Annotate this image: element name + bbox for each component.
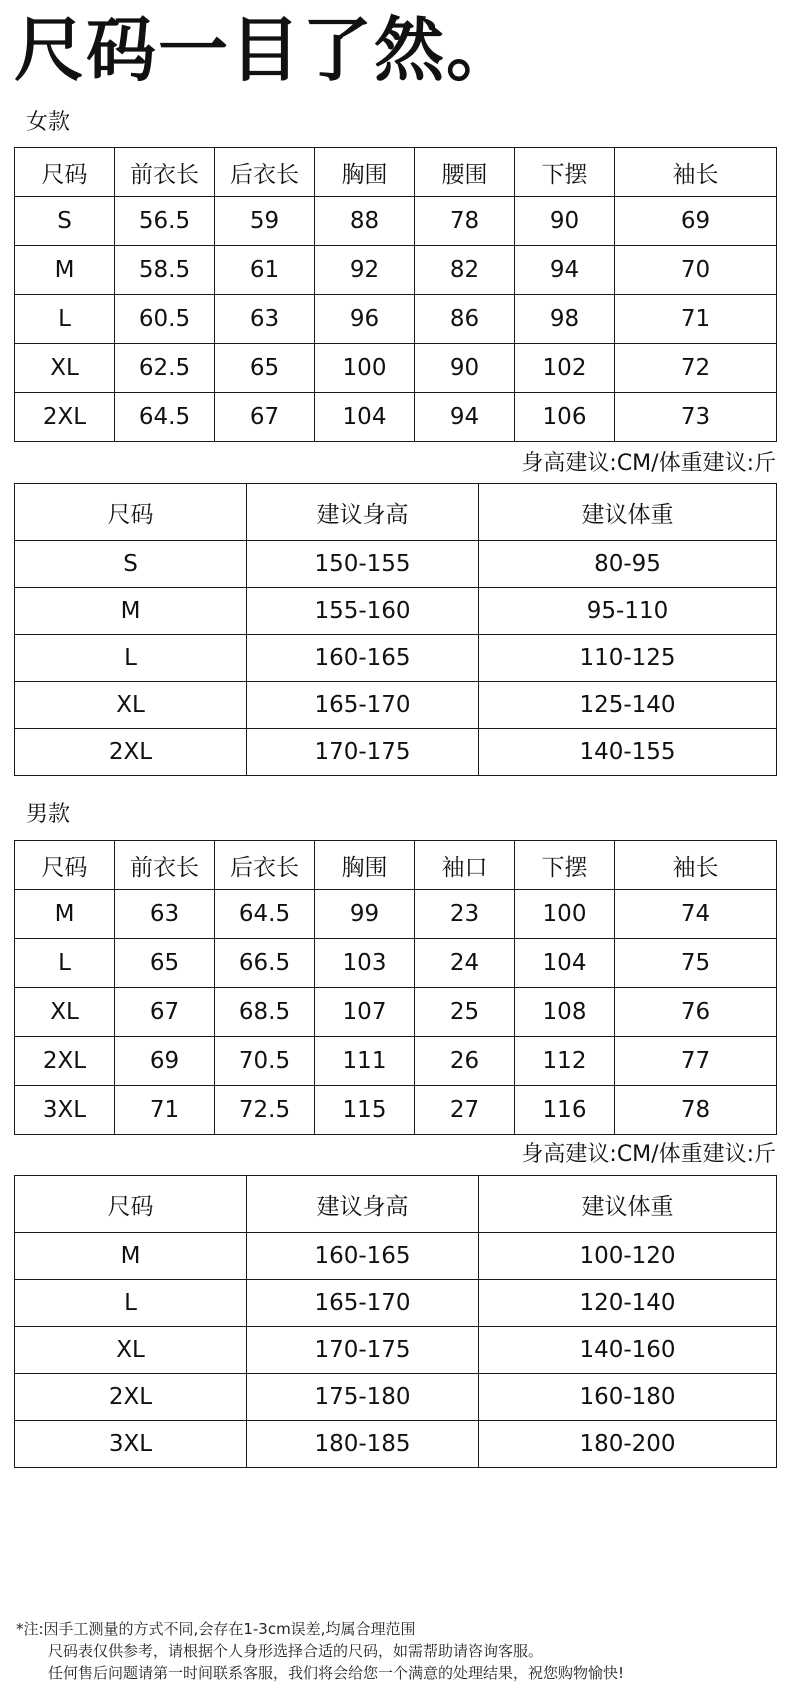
women-unit-note: 身高建议:CM/体重建议:斤 (521, 451, 776, 476)
footnote-line: 任何售后问题请第一时间联系客服，我们将会给您一个满意的处理结果，祝您购物愉快! (48, 1664, 625, 1682)
table-row (15, 1327, 777, 1374)
table-cell: 70 (615, 246, 777, 295)
table-cell: 82 (415, 246, 515, 295)
table-cell: 108 (515, 988, 615, 1037)
table-cell: 69 (615, 197, 777, 246)
table-row (15, 1280, 777, 1327)
table-row (15, 344, 777, 393)
size-cell: M (15, 1233, 247, 1280)
table-cell: 88 (315, 197, 415, 246)
table-cell: 160-165 (247, 1233, 479, 1280)
column-header: 后衣长 (215, 841, 315, 890)
size-cell: XL (15, 1327, 247, 1374)
table-cell: 180-185 (247, 1421, 479, 1468)
table-header-row (15, 841, 777, 890)
table-cell: 86 (415, 295, 515, 344)
column-header: 前衣长 (115, 148, 215, 197)
table-row (15, 1374, 777, 1421)
table-cell: 27 (415, 1086, 515, 1135)
table-cell: 64.5 (115, 393, 215, 442)
table-cell: 107 (315, 988, 415, 1037)
column-header: 后衣长 (215, 148, 315, 197)
table-cell: 68.5 (215, 988, 315, 1037)
table-cell: 71 (115, 1086, 215, 1135)
men-recommendation-table (14, 1175, 777, 1468)
table-cell: 100-120 (479, 1233, 777, 1280)
table-cell: 116 (515, 1086, 615, 1135)
size-cell: XL (15, 988, 115, 1037)
column-header: 胸围 (315, 148, 415, 197)
table-cell: 104 (315, 393, 415, 442)
table-row (15, 541, 777, 588)
table-row (15, 1421, 777, 1468)
column-header: 建议身高 (247, 484, 479, 541)
table-cell: 25 (415, 988, 515, 1037)
size-cell: M (15, 890, 115, 939)
table-cell: 65 (115, 939, 215, 988)
size-cell: XL (15, 344, 115, 393)
table-cell: 140-160 (479, 1327, 777, 1374)
table-row (15, 295, 777, 344)
table-cell: 78 (615, 1086, 777, 1135)
table-cell: 80-95 (479, 541, 777, 588)
page-title: 尺码一目了然。 (14, 9, 518, 91)
table-cell: 150-155 (247, 541, 479, 588)
table-cell: 67 (215, 393, 315, 442)
table-cell: 175-180 (247, 1374, 479, 1421)
table-cell: 56.5 (115, 197, 215, 246)
table-cell: 64.5 (215, 890, 315, 939)
table-cell: 160-165 (247, 635, 479, 682)
table-cell: 95-110 (479, 588, 777, 635)
table-cell: 24 (415, 939, 515, 988)
table-row (15, 890, 777, 939)
column-header: 袖长 (615, 841, 777, 890)
table-cell: 102 (515, 344, 615, 393)
table-header-row (15, 484, 777, 541)
table-cell: 70.5 (215, 1037, 315, 1086)
table-header-row (15, 148, 777, 197)
table-cell: 160-180 (479, 1374, 777, 1421)
column-header: 建议体重 (479, 484, 777, 541)
table-header-row (15, 1176, 777, 1233)
table-row (15, 635, 777, 682)
table-cell: 73 (615, 393, 777, 442)
column-header: 尺码 (15, 1176, 247, 1233)
table-row (15, 729, 777, 776)
table-cell: 71 (615, 295, 777, 344)
table-cell: 69 (115, 1037, 215, 1086)
table-cell: 58.5 (115, 246, 215, 295)
table-cell: 74 (615, 890, 777, 939)
table-cell: 99 (315, 890, 415, 939)
table-cell: 78 (415, 197, 515, 246)
size-cell: 3XL (15, 1421, 247, 1468)
table-cell: 63 (115, 890, 215, 939)
table-cell: 96 (315, 295, 415, 344)
table-row (15, 246, 777, 295)
table-cell: 90 (515, 197, 615, 246)
table-cell: 115 (315, 1086, 415, 1135)
table-cell: 170-175 (247, 1327, 479, 1374)
column-header: 袖长 (615, 148, 777, 197)
column-header: 前衣长 (115, 841, 215, 890)
table-row (15, 1233, 777, 1280)
table-cell: 110-125 (479, 635, 777, 682)
table-cell: 60.5 (115, 295, 215, 344)
column-header: 建议体重 (479, 1176, 777, 1233)
women-section-label: 女款 (26, 110, 71, 135)
size-cell: S (15, 541, 247, 588)
table-cell: 75 (615, 939, 777, 988)
column-header: 尺码 (15, 484, 247, 541)
column-header: 尺码 (15, 841, 115, 890)
table-cell: 100 (315, 344, 415, 393)
size-cell: M (15, 588, 247, 635)
table-cell: 59 (215, 197, 315, 246)
table-cell: 94 (415, 393, 515, 442)
size-cell: L (15, 1280, 247, 1327)
table-cell: 90 (415, 344, 515, 393)
men-measurement-table (14, 840, 777, 1135)
size-cell: 3XL (15, 1086, 115, 1135)
table-cell: 77 (615, 1037, 777, 1086)
size-cell: S (15, 197, 115, 246)
table-cell: 155-160 (247, 588, 479, 635)
column-header: 下摆 (515, 148, 615, 197)
table-cell: 72.5 (215, 1086, 315, 1135)
size-cell: L (15, 635, 247, 682)
table-cell: 111 (315, 1037, 415, 1086)
table-row (15, 682, 777, 729)
table-cell: 72 (615, 344, 777, 393)
size-cell: L (15, 295, 115, 344)
size-cell: 2XL (15, 1037, 115, 1086)
table-cell: 112 (515, 1037, 615, 1086)
size-cell: M (15, 246, 115, 295)
table-cell: 165-170 (247, 1280, 479, 1327)
column-header: 胸围 (315, 841, 415, 890)
footnote-line: 尺码表仅供参考，请根据个人身形选择合适的尺码，如需帮助请咨询客服。 (48, 1642, 544, 1660)
table-cell: 106 (515, 393, 615, 442)
table-cell: 170-175 (247, 729, 479, 776)
table-row (15, 393, 777, 442)
size-cell: 2XL (15, 393, 115, 442)
table-cell: 92 (315, 246, 415, 295)
men-unit-note: 身高建议:CM/体重建议:斤 (521, 1142, 776, 1167)
table-cell: 98 (515, 295, 615, 344)
footnote-line: *注:因手工测量的方式不同,会存在1-3cm误差,均属合理范围 (16, 1620, 416, 1638)
table-cell: 100 (515, 890, 615, 939)
column-header: 袖口 (415, 841, 515, 890)
table-cell: 94 (515, 246, 615, 295)
women-measurement-table (14, 147, 777, 442)
table-cell: 67 (115, 988, 215, 1037)
table-row (15, 939, 777, 988)
table-row (15, 197, 777, 246)
table-cell: 104 (515, 939, 615, 988)
table-row (15, 1037, 777, 1086)
table-cell: 65 (215, 344, 315, 393)
size-cell: XL (15, 682, 247, 729)
women-recommendation-table (14, 483, 777, 776)
size-cell: 2XL (15, 729, 247, 776)
table-cell: 140-155 (479, 729, 777, 776)
size-cell: L (15, 939, 115, 988)
table-row (15, 1086, 777, 1135)
table-cell: 61 (215, 246, 315, 295)
table-cell: 125-140 (479, 682, 777, 729)
table-cell: 120-140 (479, 1280, 777, 1327)
size-cell: 2XL (15, 1374, 247, 1421)
table-cell: 26 (415, 1037, 515, 1086)
column-header: 下摆 (515, 841, 615, 890)
table-cell: 76 (615, 988, 777, 1037)
column-header: 建议身高 (247, 1176, 479, 1233)
table-row (15, 588, 777, 635)
table-cell: 103 (315, 939, 415, 988)
table-cell: 62.5 (115, 344, 215, 393)
column-header: 腰围 (415, 148, 515, 197)
table-cell: 165-170 (247, 682, 479, 729)
men-section-label: 男款 (26, 802, 71, 827)
table-cell: 63 (215, 295, 315, 344)
footnote (16, 1618, 624, 1684)
table-row (15, 988, 777, 1037)
table-cell: 23 (415, 890, 515, 939)
column-header: 尺码 (15, 148, 115, 197)
table-cell: 66.5 (215, 939, 315, 988)
table-cell: 180-200 (479, 1421, 777, 1468)
